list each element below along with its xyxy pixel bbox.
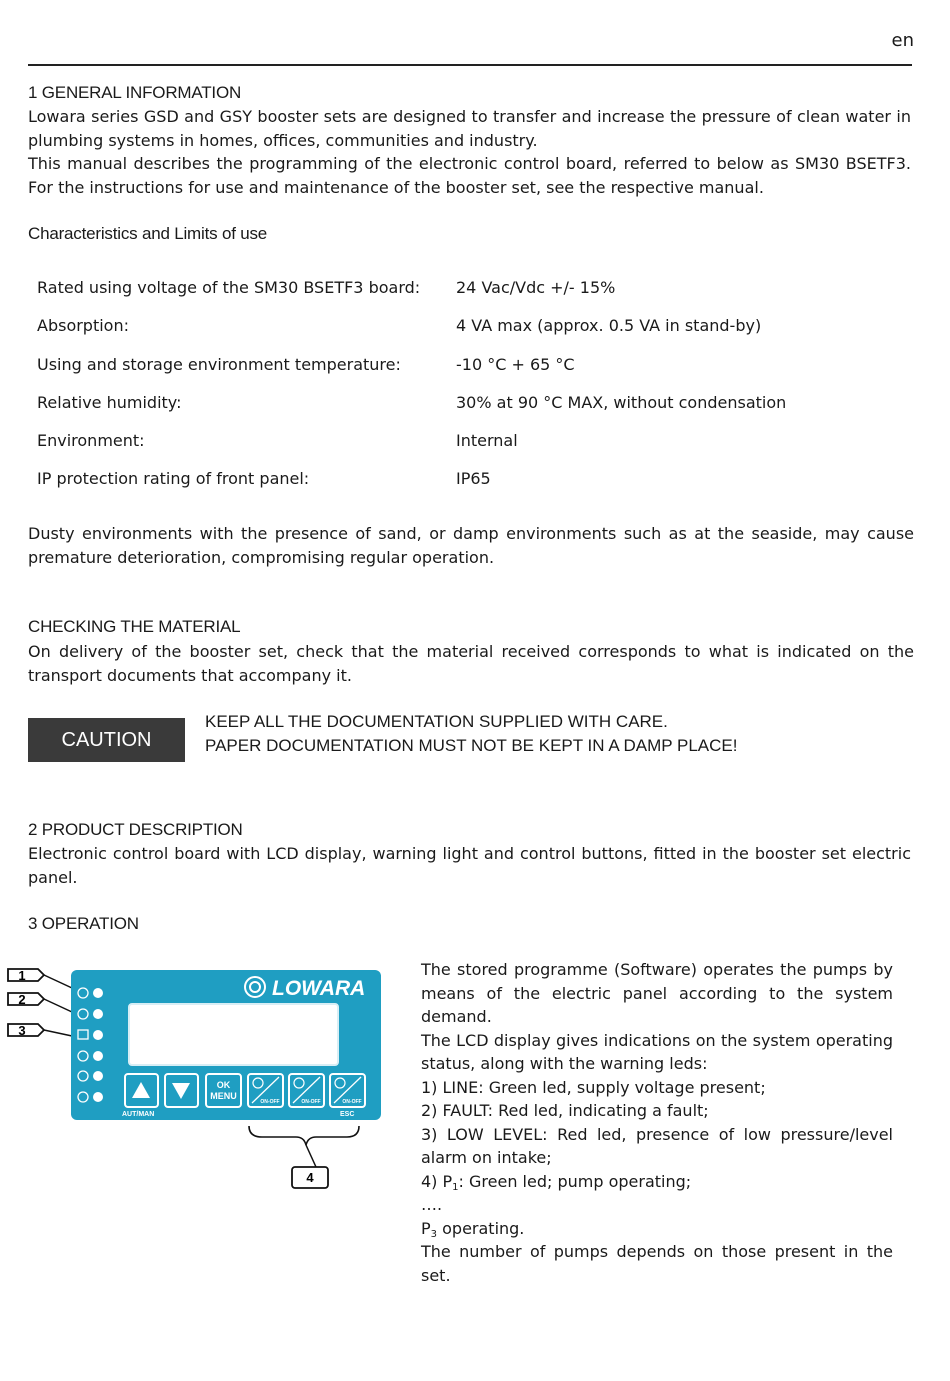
limit-label: Rated using voltage of the SM30 BSETF3 board:: [37, 278, 421, 297]
op-line: The stored programme (Software) operates the pumps by means of the electric panel according to the system demand.: [421, 960, 893, 1026]
limit-label: IP protection rating of front panel:: [37, 469, 310, 488]
limits-row: [37, 393, 917, 417]
esc-label: ESC: [340, 1111, 355, 1118]
ok-label: OK: [216, 1080, 231, 1090]
limit-value: 24 Vac/Vdc +/- 15%: [456, 278, 616, 297]
brand-name: LOWARA: [272, 977, 366, 1000]
callout-2-label: 2: [18, 992, 26, 1007]
op-line: The number of pumps depends on those present in the set.: [421, 1242, 893, 1285]
op-ellipsis: ….: [421, 1195, 443, 1214]
header-rule: [28, 64, 912, 66]
operation-description: [421, 958, 893, 1287]
menu-label: MENU: [210, 1091, 237, 1101]
limit-label: Relative humidity:: [37, 393, 182, 412]
pump-2-onoff-button[interactable]: [289, 1074, 324, 1107]
limits-row: [37, 431, 917, 455]
pump-3-onoff-button[interactable]: [330, 1074, 365, 1107]
environment-note: Dusty environments with the presence of sand, or damp environments such as at the seaside, may cause premature deterioration, compromising regular operation.: [28, 524, 914, 567]
control-panel-illustration: [0, 960, 400, 1195]
onoff-label: ON-OFF: [342, 1099, 362, 1105]
onoff-label: ON-OFF: [260, 1099, 280, 1105]
op-line-p3: [421, 1217, 893, 1241]
callout-3: [8, 1023, 72, 1038]
callout-3-label: 3: [18, 1023, 26, 1038]
limits-row: [37, 278, 917, 302]
caution-badge: CAUTION: [28, 718, 185, 762]
limit-value: 4 VA max (approx. 0.5 VA in stand-by): [456, 316, 762, 335]
limit-label: Absorption:: [37, 316, 129, 335]
up-button[interactable]: [125, 1074, 158, 1107]
op-line: 1) LINE: Green led, supply voltage present;: [421, 1077, 766, 1097]
autman-label: AUT/MAN: [122, 1111, 155, 1118]
p1-suffix: : Green led; pump operating;: [458, 1171, 692, 1191]
limit-value: -10 °C + 65 °C: [456, 355, 575, 374]
checking-text: On delivery of the booster set, check that the material received corresponds to what is indicated on the transport documents that accompany it.: [28, 642, 914, 685]
op-line: 3) LOW LEVEL: Red led, presence of low pressure/level alarm on intake;: [421, 1124, 893, 1167]
p1-prefix: 4) P: [421, 1171, 453, 1191]
limit-label: Environment:: [37, 431, 145, 450]
callout-4-label: 4: [306, 1170, 314, 1185]
section-3-heading: 3 OPERATION: [28, 914, 139, 933]
pump-1-onoff-button[interactable]: [248, 1074, 283, 1107]
callout-2: [8, 992, 72, 1012]
onoff-label: ON-OFF: [301, 1099, 321, 1105]
section-1-heading: 1 GENERAL INFORMATION: [28, 83, 242, 102]
manual-scope-paragraph: This manual describes the programming of the electronic control board, referred to below as SM30 BSETF3. For the instructions for use and maintenance of the booster set, see the respective manual.: [28, 154, 911, 197]
p1-subscript: 1: [452, 1181, 459, 1193]
callout-1-label: 1: [18, 968, 26, 983]
p3-subscript: 3: [430, 1228, 438, 1240]
ok-menu-button[interactable]: [206, 1074, 241, 1107]
brace: [249, 1126, 359, 1145]
caution-line-1: KEEP ALL THE DOCUMENTATION SUPPLIED WITH CARE.: [205, 712, 668, 731]
limits-row: [37, 355, 917, 379]
limits-row: [37, 316, 917, 340]
down-button[interactable]: [165, 1074, 198, 1107]
p3-suffix: operating.: [437, 1218, 525, 1238]
op-line: The LCD display gives indications on the system operating status, along with the warning leds:: [421, 1030, 893, 1073]
callout-4: [292, 1167, 328, 1188]
section-1-body: [28, 105, 911, 199]
language-code: en: [891, 30, 914, 51]
limits-row: [37, 469, 917, 493]
callout-1: [8, 968, 72, 988]
caution-message: [205, 710, 737, 758]
p3-prefix: P: [421, 1218, 431, 1238]
limit-value: Internal: [456, 431, 518, 450]
limit-label: Using and storage environment temperature:: [37, 355, 401, 374]
section-2-text: Electronic control board with LCD display, warning light and control buttons, fitted in the booster set electric panel.: [28, 844, 911, 887]
op-line: 2) FAULT: Red led, indicating a fault;: [421, 1101, 709, 1120]
caution-line-2: PAPER DOCUMENTATION MUST NOT BE KEPT IN A DAMP PLACE!: [205, 736, 738, 755]
limit-value: IP65: [456, 469, 491, 488]
section-2-heading: 2 PRODUCT DESCRIPTION: [28, 820, 243, 839]
limits-heading: Characteristics and Limits of use: [28, 224, 268, 243]
op-line-p1: [421, 1170, 893, 1194]
intro-paragraph: Lowara series GSD and GSY booster sets are designed to transfer and increase the pressure of clean water in plumbing systems in homes, offices, communities and industry.: [28, 107, 911, 150]
checking-heading: CHECKING THE MATERIAL: [28, 617, 241, 636]
lcd-display: [129, 1004, 338, 1065]
limit-value: 30% at 90 °C MAX, without condensation: [456, 393, 787, 412]
